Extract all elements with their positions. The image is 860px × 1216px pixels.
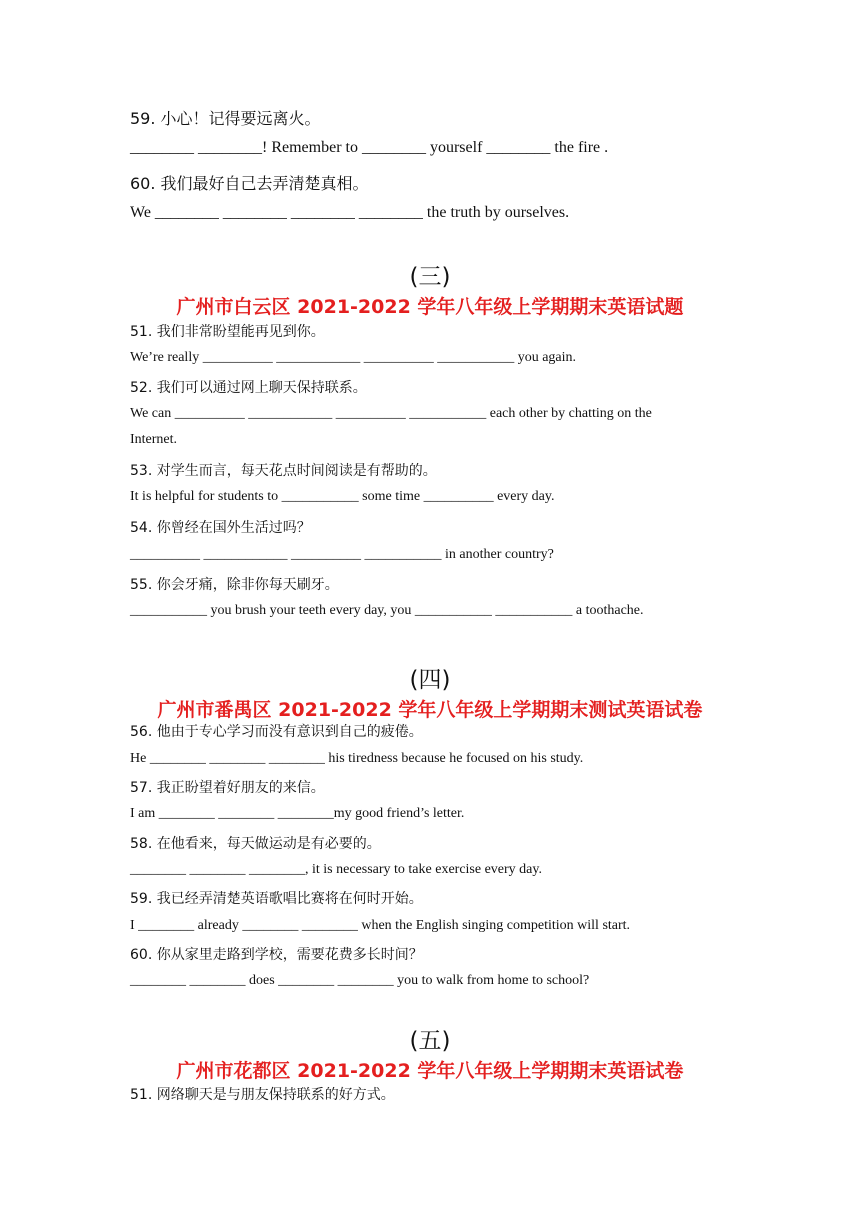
question-59-chinese: 59. 小心！记得要远离火。 — [130, 109, 321, 128]
section-5-number: (五) — [409, 1028, 451, 1054]
question-58-chinese: 58. 在他看来，每天做运动是有必要的。 — [130, 836, 381, 852]
question-57-english: I am ________ ________ ________my good friend’s letter. — [130, 806, 465, 821]
question-52-chinese: 52. 我们可以通过网上聊天保持联系。 — [130, 380, 367, 396]
question-59-english: ________ ________! Remember to ________ yourself ________ the fire . — [130, 139, 609, 156]
question-51-english: We’re really __________ ____________ __________ ___________ you again. — [130, 350, 577, 365]
question-54-chinese: 54. 你曾经在国外生活过吗？ — [130, 520, 311, 536]
question-60-english: We ________ ________ ________ ________ the truth by ourselves. — [130, 204, 570, 221]
question-52-english: We can __________ ____________ __________ ___________ each other by chatting on the — [130, 406, 652, 421]
section-4-number: (四) — [409, 667, 451, 693]
section-3-title: 广州市白云区 2021-2022 学年八年级上学期期末英语试题 — [176, 296, 684, 318]
question-51b-chinese: 51. 网络聊天是与朋友保持联系的好方式。 — [130, 1087, 395, 1103]
section-3-number: (三) — [409, 264, 451, 290]
question-52-english-continued: Internet. — [130, 432, 178, 447]
question-60b-chinese: 60. 你从家里走路到学校，需要花费多长时间？ — [130, 947, 423, 963]
question-56-chinese: 56. 他由于专心学习而没有意识到自己的疲倦。 — [130, 724, 423, 740]
question-60b-english: ________ ________ does ________ ________ you to walk from home to school? — [130, 973, 590, 988]
question-54-english: __________ ____________ __________ ___________ in another country? — [130, 547, 554, 562]
question-59b-chinese: 59. 我已经弄清楚英语歌唱比赛将在何时开始。 — [130, 891, 423, 907]
question-51-chinese: 51. 我们非常盼望能再见到你。 — [130, 324, 325, 340]
question-53-english: It is helpful for students to ___________ some time __________ every day. — [130, 489, 555, 504]
question-57-chinese: 57. 我正盼望着好朋友的来信。 — [130, 780, 325, 796]
section-5-title: 广州市花都区 2021-2022 学年八年级上学期期末英语试卷 — [176, 1060, 684, 1082]
question-55-english: ___________ you brush your teeth every day, you ___________ ___________ a toothache. — [130, 603, 644, 618]
question-59b-english: I ________ already ________ ________ when the English singing competition will start. — [130, 918, 631, 933]
section-4-title: 广州市番禺区 2021-2022 学年八年级上学期期末测试英语试卷 — [157, 699, 703, 721]
question-60-chinese: 60. 我们最好自己去弄清楚真相。 — [130, 174, 369, 193]
question-58-english: ________ ________ ________, it is necessary to take exercise every day. — [130, 862, 542, 877]
question-56-english: He ________ ________ ________ his tiredness because he focused on his study. — [130, 751, 584, 766]
question-53-chinese: 53. 对学生而言，每天花点时间阅读是有帮助的。 — [130, 463, 437, 479]
question-55-chinese: 55. 你会牙痛，除非你每天刷牙。 — [130, 577, 339, 593]
